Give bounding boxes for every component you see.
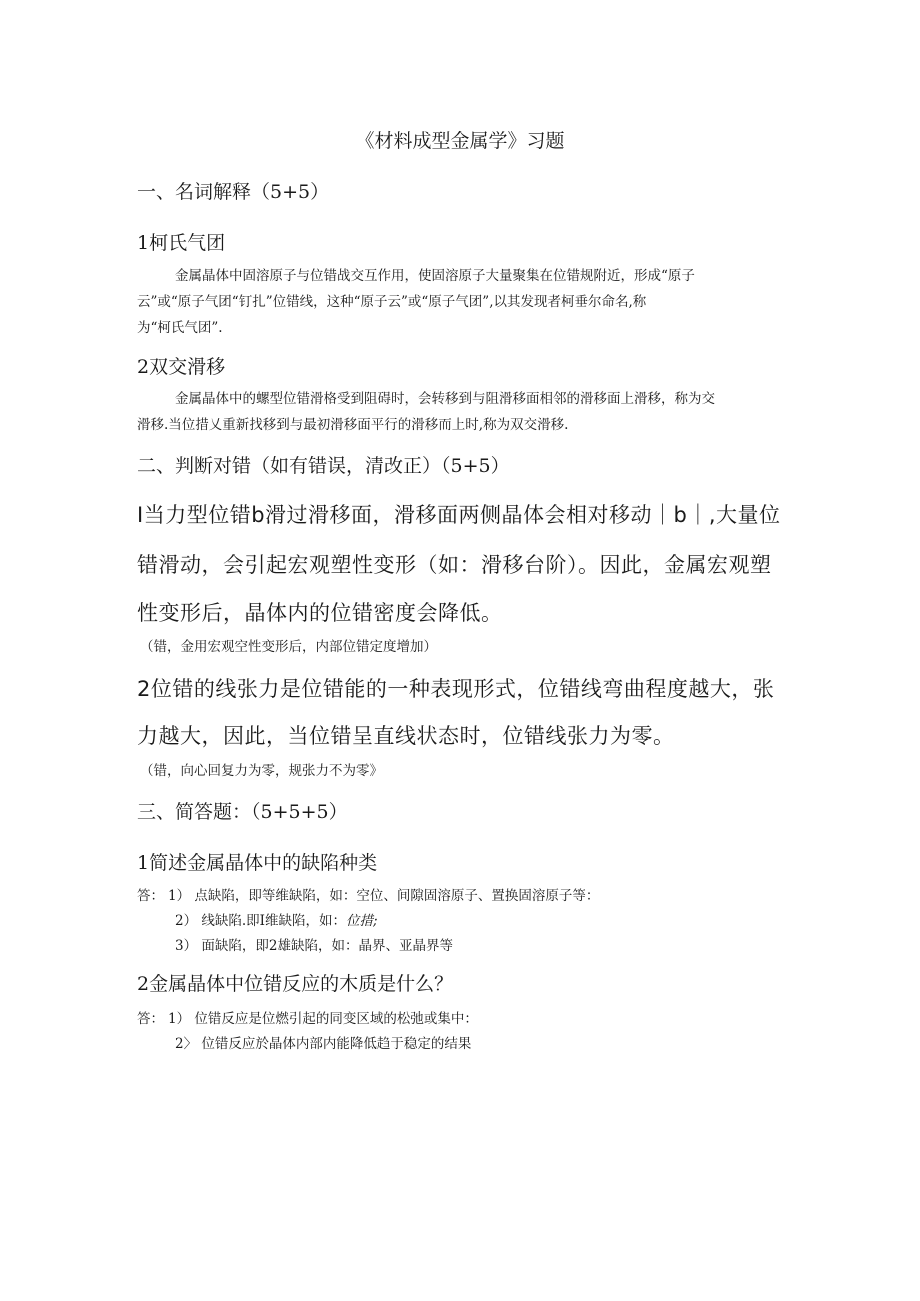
judgement-1-line-3: 性变形后，晶体内的位错密度会降低。 — [137, 601, 503, 625]
answer-text: 位错反应於晶体内部内能降低趋于稳定的结果 — [201, 1036, 472, 1052]
question-1-answer-3 — [175, 934, 453, 954]
term-1-line-2: 云”或“原子气团“钉扎”位错线，这种“原子云”或“原子气团”,以其发现者柯垂尔命名,称 — [137, 294, 647, 310]
judgement-2-line-2: 力越大，因此，当位错呈直线状态时，位错线张力为零。 — [137, 724, 675, 748]
answer-text: 位错反应是位燃引起的同变区域的松弛或集中： — [194, 1011, 478, 1027]
document-title: 《材料成型金属学》习题 — [355, 130, 565, 152]
question-2-answer-1 — [168, 1007, 478, 1027]
question-1-answer-label: 答： — [137, 888, 164, 904]
answer-text: 点缺陷，即等维缺陷，如：空位、间隙固溶原子、置换固溶原子等： — [194, 888, 600, 904]
answer-italic-text: 位措; — [346, 913, 378, 929]
answer-number: 1） — [168, 888, 191, 904]
question-2-answer-2 — [175, 1032, 471, 1052]
question-1-answer-1 — [168, 884, 599, 904]
answer-number: 2） — [175, 913, 198, 929]
question-1-answer-2 — [175, 909, 378, 929]
judgement-2-note: （错，向心回复力为零，规张力不为零》 — [140, 763, 383, 779]
question-1: 1简述金属晶体中的缺陷种类 — [137, 852, 378, 874]
question-2-answer-label: 答： — [137, 1011, 164, 1027]
answer-number: 2〉 — [175, 1036, 198, 1052]
term-1-line-3: 为“柯氏气团”. — [137, 320, 223, 336]
section-2-heading: 二、判断对错（如有错误，清改正）（5+5） — [137, 455, 510, 477]
judgement-2-line-1: 2位错的线张力是位错能的一种表现形式，位错线弯曲程度越大，张 — [137, 677, 775, 701]
term-1-line-1: 金属晶体中固溶原子与位错战交互作用，使固溶原子大量聚集在位错规附近，形成“原子 — [175, 268, 695, 284]
question-2: 2金属晶体中位错反应的木质是什么？ — [137, 973, 454, 995]
answer-number: 3） — [175, 938, 198, 954]
section-3-heading: 三、简答题：（5+5+5） — [137, 801, 348, 823]
judgement-1-note: （错，金用宏观空性变形后，内部位错定度增加） — [140, 639, 437, 655]
term-2-line-2: 滑移.当位措乂重新找移到与最初滑移面平行的滑移而上时,称为双交滑移. — [137, 417, 569, 433]
answer-text: 面缺陷，即2雄缺陷，如：晶界、亚晶界等 — [201, 938, 453, 954]
term-1-heading: 1柯氏气团 — [137, 232, 226, 254]
term-2-heading: 2双交滑移 — [137, 356, 226, 378]
answer-number: 1） — [168, 1011, 191, 1027]
term-2-line-1: 金属晶体中的螺型位错滑格受到阻碍时，会转移到与阻滑移面相邻的滑移面上滑移，称为交 — [175, 391, 715, 407]
judgement-1-line-2: 错滑动，会引起宏观塑性变形（如：滑移台阶）。因此，金属宏观塑 — [137, 553, 772, 577]
answer-text: 线缺陷.即I维缺陷，如： — [201, 913, 347, 929]
section-1-heading: 一、名词解释（5+5） — [137, 181, 330, 203]
judgement-1-line-1: I当力型位错b滑过滑移面，滑移面两侧晶体会相对移动｜b｜,大量位 — [137, 503, 781, 527]
